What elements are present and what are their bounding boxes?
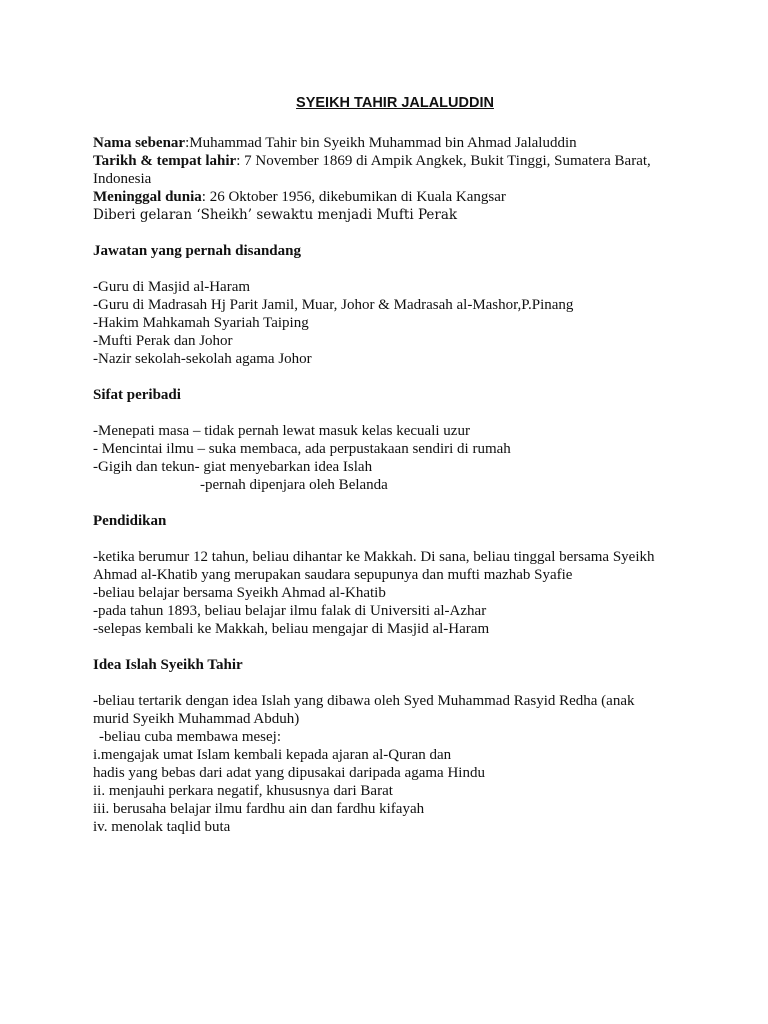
list-item: -pada tahun 1893, beliau belajar ilmu falak di Universiti al-Azhar bbox=[93, 603, 487, 619]
list-item: -Hakim Mahkamah Syariah Taiping bbox=[93, 315, 309, 331]
title-note: Diberi gelaran ‘Sheikh’ sewaktu menjadi Mufti Perak bbox=[93, 207, 458, 223]
list-item: -Nazir sekolah-sekolah agama Johor bbox=[93, 351, 312, 367]
document-page bbox=[93, 94, 693, 854]
death-value: : 26 Oktober 1956, dikebumikan di Kuala Kangsar bbox=[201, 189, 506, 205]
birth-label: Tarikh & tempat lahir bbox=[93, 153, 237, 169]
islah-intro-line-continued: murid Syeikh Muhammad Abduh) bbox=[93, 711, 300, 727]
traits-heading: Sifat peribadi bbox=[93, 387, 181, 403]
page-title: SYEIKH TAHIR JALALUDDIN bbox=[296, 95, 494, 111]
death-label: Meninggal dunia bbox=[93, 189, 202, 205]
list-item: -Guru di Masjid al-Haram bbox=[93, 279, 251, 295]
list-item-indented: -pernah dipenjara oleh Belanda bbox=[200, 477, 388, 493]
list-item: -Gigih dan tekun- giat menyebarkan idea Islah bbox=[93, 459, 373, 475]
list-item: Ahmad al-Khatib yang merupakan saudara sepupunya dan mufti mazhab Syafie bbox=[93, 567, 573, 583]
list-item: ii. menjauhi perkara negatif, khususnya dari Barat bbox=[93, 783, 393, 799]
birth-line-continued: Indonesia bbox=[93, 171, 152, 187]
list-item: i.mengajak umat Islam kembali kepada ajaran al-Quran dan bbox=[93, 747, 452, 763]
list-item: -ketika berumur 12 tahun, beliau dihantar ke Makkah. Di sana, beliau tinggal bersama Syeikh bbox=[93, 549, 655, 565]
islah-intro-line: -beliau tertarik dengan idea Islah yang dibawa oleh Syed Muhammad Rasyid Redha (anak bbox=[93, 693, 635, 709]
islah-list bbox=[93, 692, 693, 836]
list-item: hadis yang bebas dari adat yang dipusakai daripada agama Hindu bbox=[93, 765, 485, 781]
list-item: -selepas kembali ke Makkah, beliau mengajar di Masjid al-Haram bbox=[93, 621, 490, 637]
name-line bbox=[93, 134, 693, 152]
list-item: -beliau belajar bersama Syeikh Ahmad al-Khatib bbox=[93, 585, 386, 601]
list-item: -Menepati masa – tidak pernah lewat masuk kelas kecuali uzur bbox=[93, 423, 470, 439]
birth-line bbox=[93, 152, 693, 170]
islah-heading: Idea Islah Syeikh Tahir bbox=[93, 657, 243, 673]
list-item: -Mufti Perak dan Johor bbox=[93, 333, 233, 349]
education-heading: Pendidikan bbox=[93, 513, 167, 529]
traits-list bbox=[93, 422, 693, 494]
name-label: Nama sebenar bbox=[93, 135, 186, 151]
bio-section bbox=[93, 134, 693, 224]
death-line bbox=[93, 188, 693, 206]
positions-list bbox=[93, 278, 693, 368]
list-item: - Mencintai ilmu – suka membaca, ada perpustakaan sendiri di rumah bbox=[93, 441, 511, 457]
islah-message-line: -beliau cuba membawa mesej: bbox=[99, 729, 282, 745]
positions-heading: Jawatan yang pernah disandang bbox=[93, 243, 301, 259]
list-item: iv. menolak taqlid buta bbox=[93, 819, 231, 835]
list-item: -Guru di Madrasah Hj Parit Jamil, Muar, Johor & Madrasah al-Mashor,P.Pinang bbox=[93, 297, 574, 313]
education-list bbox=[93, 548, 693, 638]
list-item: iii. berusaha belajar ilmu fardhu ain dan fardhu kifayah bbox=[93, 801, 425, 817]
birth-value: : 7 November 1869 di Ampik Angkek, Bukit Tinggi, Sumatera Barat, bbox=[236, 153, 651, 169]
name-value: :Muhammad Tahir bin Syeikh Muhammad bin Ahmad Jalaluddin bbox=[185, 135, 577, 151]
